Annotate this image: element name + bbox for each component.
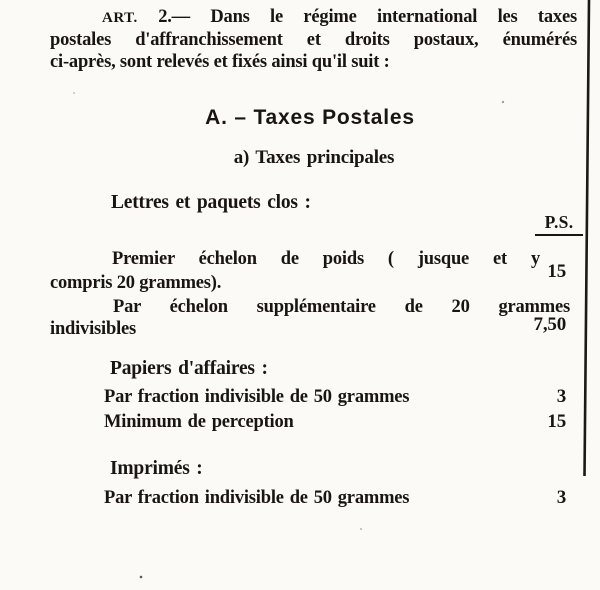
row-papiers-fraction-value: 3 [556,386,566,407]
row-imprimes-fraction-value: 3 [556,487,566,508]
row-premier-echelon-line-1: Premier échelon de poids ( jusque et y [112,249,540,269]
subsection-a-heading: a) Taxes principales [233,147,395,168]
row-echelon-supplementaire-line-1: Par échelon supplémentaire de 20 grammes [113,297,570,317]
intro-line-1 [50,6,577,29]
article-label: ART. [102,10,138,26]
section-title-papiers-affaires: Papiers d'affaires : [110,358,268,379]
row-echelon-supplementaire-value: 7,50 [533,314,566,335]
section-title-lettres: Lettres et paquets clos : [111,192,311,213]
price-column-header: P.S. [535,212,583,236]
row-minimum-perception-label: Minimum de perception [104,412,294,432]
intro-line-3: ci-après, sont relevés et fixés ainsi qu'il suit : [50,52,390,72]
intro-line-1-text: 2.— Dans le régime international les taxes [158,7,577,27]
row-echelon-supplementaire-line-2: indivisibles [50,319,137,339]
intro-paragraph [50,6,577,73]
row-imprimes-fraction-label: Par fraction indivisible de 50 grammes [104,488,410,508]
row-premier-echelon-value: 15 [547,261,566,282]
section-a-heading: A. – Taxes Postales [205,106,415,129]
row-premier-echelon-line-2: compris 20 grammes). [50,273,222,293]
row-papiers-fraction-label: Par fraction indivisible de 50 grammes [104,387,410,407]
row-minimum-perception-value: 15 [547,411,566,432]
intro-line-2: postales d'affranchissement et droits postaux, énumérés [50,30,577,50]
section-title-imprimes: Imprimés : [110,458,203,479]
